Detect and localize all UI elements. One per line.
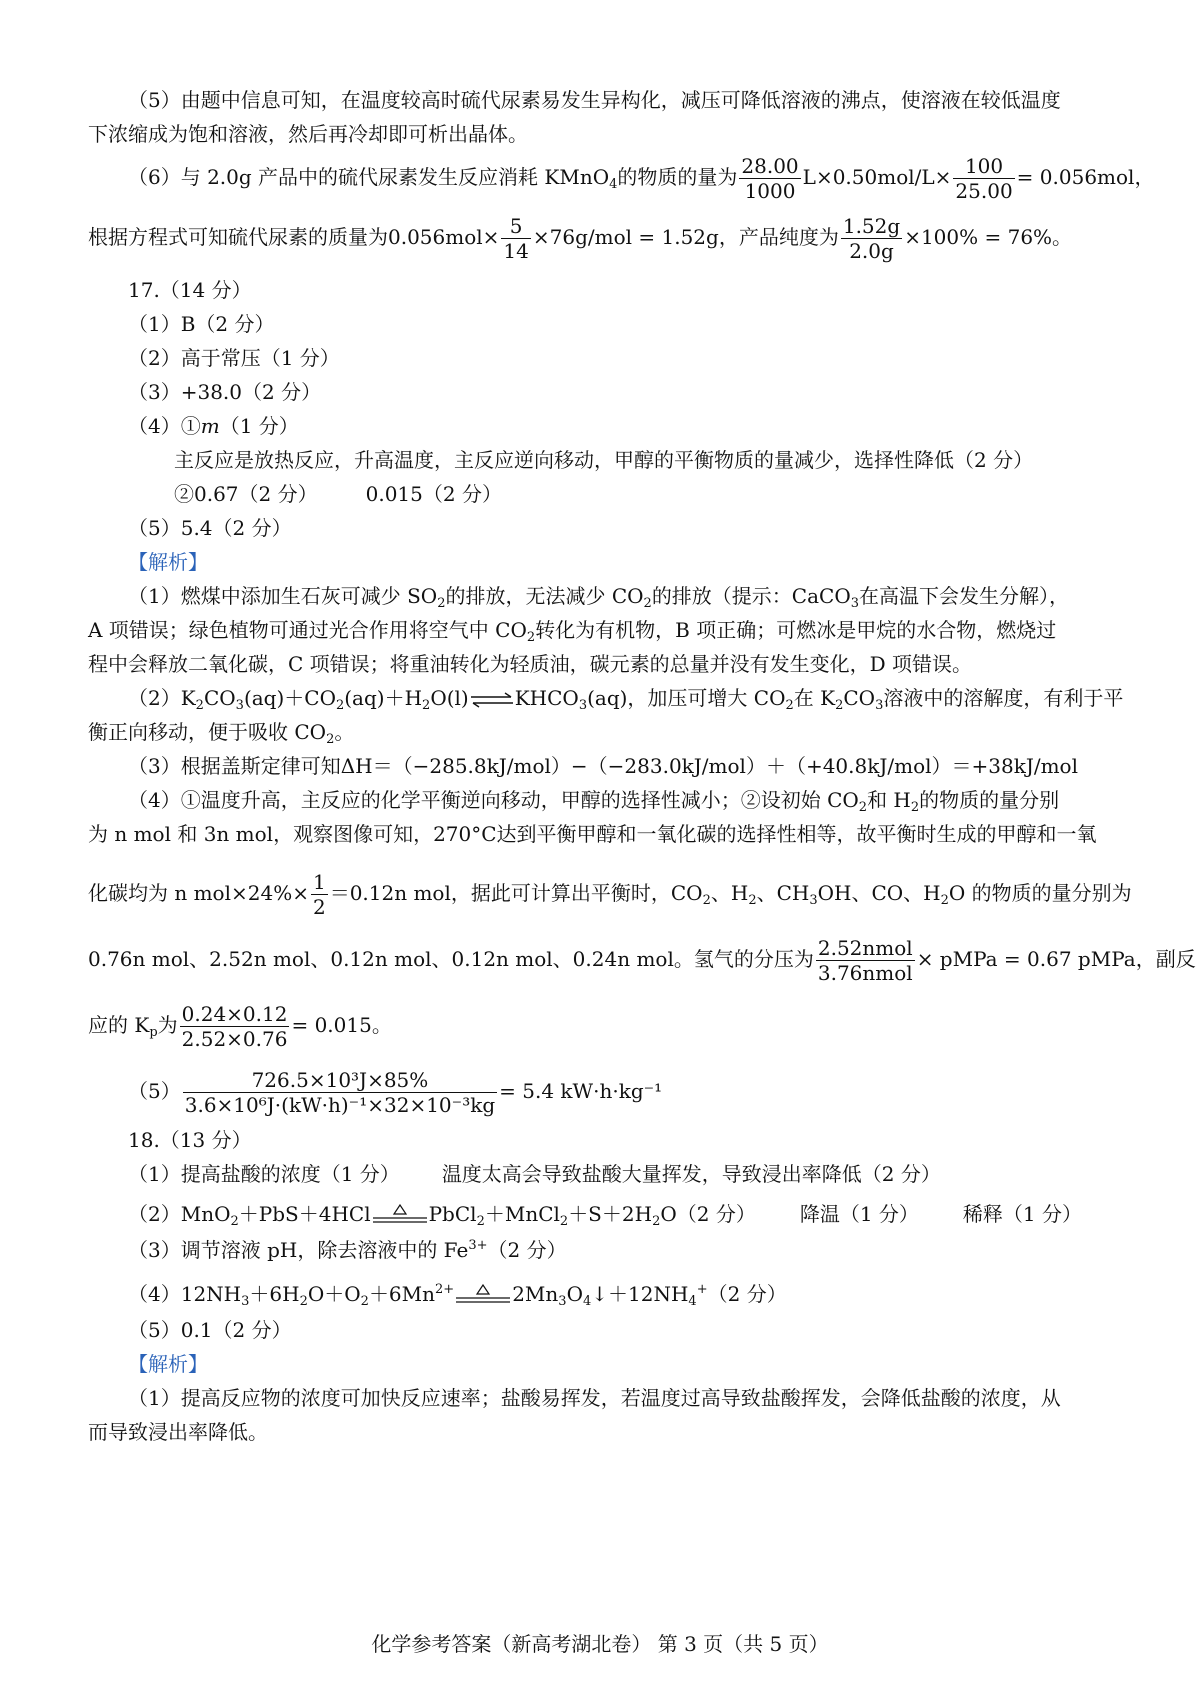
fraction: $\frac{1.52g}{2.0g}$: [842, 214, 901, 263]
q18-title: 18.（13 分）: [128, 1128, 252, 1152]
q16-part6-line1: （6）与 2.0g 产品中的硫代尿素发生反应消耗 KMnO$_4$的物质的量为 $\frac{28.00}{1000}$ L×0.50mol/L× $\frac{100}{25.00}$ = 0.056mol，: [128, 154, 1155, 203]
q17-answer-4: （4）①m（1 分）: [128, 414, 299, 438]
q17-analysis-1-line2: A 项错误；绿色植物可通过光合作用将空气中 $CO_2$转化为有机物，B 项正确；可燃冰是甲烷的水合物，燃烧过: [88, 618, 1057, 645]
q18-analysis-1-line1: （1）提高反应物的浓度可加快反应速率；盐酸易挥发，若温度过高导致盐酸挥发，会降低盐酸的浓度，从: [128, 1386, 1061, 1410]
equilibrium-arrow-icon: [469, 692, 515, 708]
q17-answer-2: （2）高于常压（1 分）: [128, 346, 340, 370]
q17-analysis-3: （3）根据盖斯定律可知ΔH＝（−285.8kJ/mol）−（−283.0kJ/mol）＋（+40.8kJ/mol）＝+38kJ/mol: [128, 754, 1078, 778]
q17-analysis-4-line1: （4）①温度升高，主反应的化学平衡逆向移动，甲醇的选择性减小；②设初始 $CO_2$和 $H_2$的物质的量分别: [128, 788, 1060, 815]
q16-part5-line1: （5）由题中信息可知，在温度较高时硫代尿素易发生异构化，减压可降低溶液的沸点，使溶液在较低温度: [128, 88, 1061, 112]
fraction: $\frac{28.00}{1000}$: [741, 154, 799, 203]
q17-answer-4-reason: 主反应是放热反应，升高温度，主反应逆向移动，甲醇的平衡物质的量减少，选择性降低（2 分）: [174, 448, 1034, 472]
fraction: $\frac{5}{14}$: [503, 214, 529, 263]
q17-analysis-4-line5: 应的 $K_p$为 $\frac{0.24\times 0.12}{2.52\times 0.76}$ = 0.015。: [88, 1002, 392, 1051]
q17-analysis-4-line2: 为 n mol 和 3n mol，观察图像可知，270°C达到平衡甲醇和一氧化碳的选择性相等，故平衡时生成的甲醇和一氧: [88, 822, 1097, 846]
q17-analysis-4-line4: 0.76n mol、2.52n mol、0.12n mol、0.12n mol、0.24n mol。氢气的分压为 $\frac{\text{2.52nmol}}{\text{3.76nmol}}$ × pMPa = 0.67 pMPa，副反: [88, 936, 1196, 985]
q17-answer-3: （3）+38.0（2 分）: [128, 380, 322, 404]
q17-answer-5: （5）5.4（2 分）: [128, 516, 292, 540]
fraction: $\frac{\text{726.5×10³J×85\%}}{\text{3.6×10⁶J·(kW·h)⁻¹×32×10⁻³kg}}$: [184, 1068, 496, 1117]
q17-analysis-2-line2: 衡正向移动，便于吸收 $CO_2$。: [88, 720, 355, 747]
fraction: $\frac{1}{2}$: [312, 870, 326, 919]
q18-analysis-heading: 【解析】: [128, 1352, 208, 1376]
q17-analysis-4-line3: 化碳均为 n mol×24%× $\frac{1}{2}$ ＝0.12n mol，据此可计算出平衡时，$CO_2$、$H_2$、$CH_3OH$、CO、$H_2O$ 的物质的量分别为: [88, 870, 1132, 919]
q17-title: 17.（14 分）: [128, 278, 252, 302]
q18-answer-3: （3）调节溶液 pH，除去溶液中的 $Fe^{3+}(2$ 分）: [128, 1238, 567, 1262]
page-footer: 化学参考答案（新高考湖北卷） 第 3 页（共 5 页）: [371, 1632, 829, 1656]
heating-equals-icon: [454, 1284, 512, 1308]
q17-analysis-heading: 【解析】: [128, 550, 208, 574]
q18-answer-1: （1）提高盐酸的浓度（1 分） 温度太高会导致盐酸大量挥发，导致浸出率降低（2 分）: [128, 1162, 941, 1186]
q17-answer-4-part2: ②0.67（2 分） 0.015（2 分）: [174, 482, 502, 506]
q18-analysis-1-line2: 而导致浸出率降低。: [88, 1420, 268, 1444]
heating-equals-icon: [371, 1204, 429, 1228]
fraction: $\frac{100}{25.00}$: [955, 154, 1013, 203]
q18-answer-5: （5）0.1（2 分）: [128, 1318, 292, 1342]
q17-answer-1: （1）B（2 分）: [128, 312, 275, 336]
q18-answer-2: （2）MnO$_2$＋PbS＋4HCl $PbCl_2+MnCl_2+S+2H_2O(2$ 分） 降温（1 分） 稀释（1 分）: [128, 1202, 1083, 1229]
q18-answer-4: $(4)12NH_3+6H_2O+O_2+6Mn^{2+}$ $2Mn_3O_4↓+12NH_4^+(2$ 分）: [128, 1282, 787, 1309]
q17-analysis-2-line1: $(2)K_2CO_3(aq)+CO_2(aq)+H_2O(l)$ $KHCO_3(aq)$，加压可增大 $CO_2$在 $K_2CO_3$溶液中的溶解度，有利于平: [128, 686, 1124, 713]
q16-part6-line2: 根据方程式可知硫代尿素的质量为0.056mol× $\frac{5}{14}$ ×76g/mol = 1.52g，产品纯度为 $\frac{1.52g}{2.0g}$ ×100% = 76%。: [88, 214, 1073, 263]
fraction: $\frac{0.24\times 0.12}{2.52\times 0.76}$: [181, 1002, 288, 1051]
q17-analysis-1-line3: 程中会释放二氧化碳，C 项错误；将重油转化为轻质油，碳元素的总量并没有发生变化，D 项错误。: [88, 652, 973, 676]
q16-part5-line2: 下浓缩成为饱和溶液，然后再冷却即可析出晶体。: [88, 122, 528, 146]
fraction: $\frac{\text{2.52nmol}}{\text{3.76nmol}}$: [817, 936, 913, 985]
q17-analysis-5: （5） $\frac{\text{726.5×10³J×85\%}}{\text{3.6×10⁶J·(kW·h)⁻¹×32×10⁻³kg}}$ = 5.4 kW·h·kg⁻¹: [128, 1068, 663, 1117]
q17-analysis-1-line1: （1）燃煤中添加生石灰可减少 $SO_2$的排放，无法减少 $CO_2$的排放（提示：CaCO$_3$在高温下会发生分解），: [128, 584, 1070, 611]
